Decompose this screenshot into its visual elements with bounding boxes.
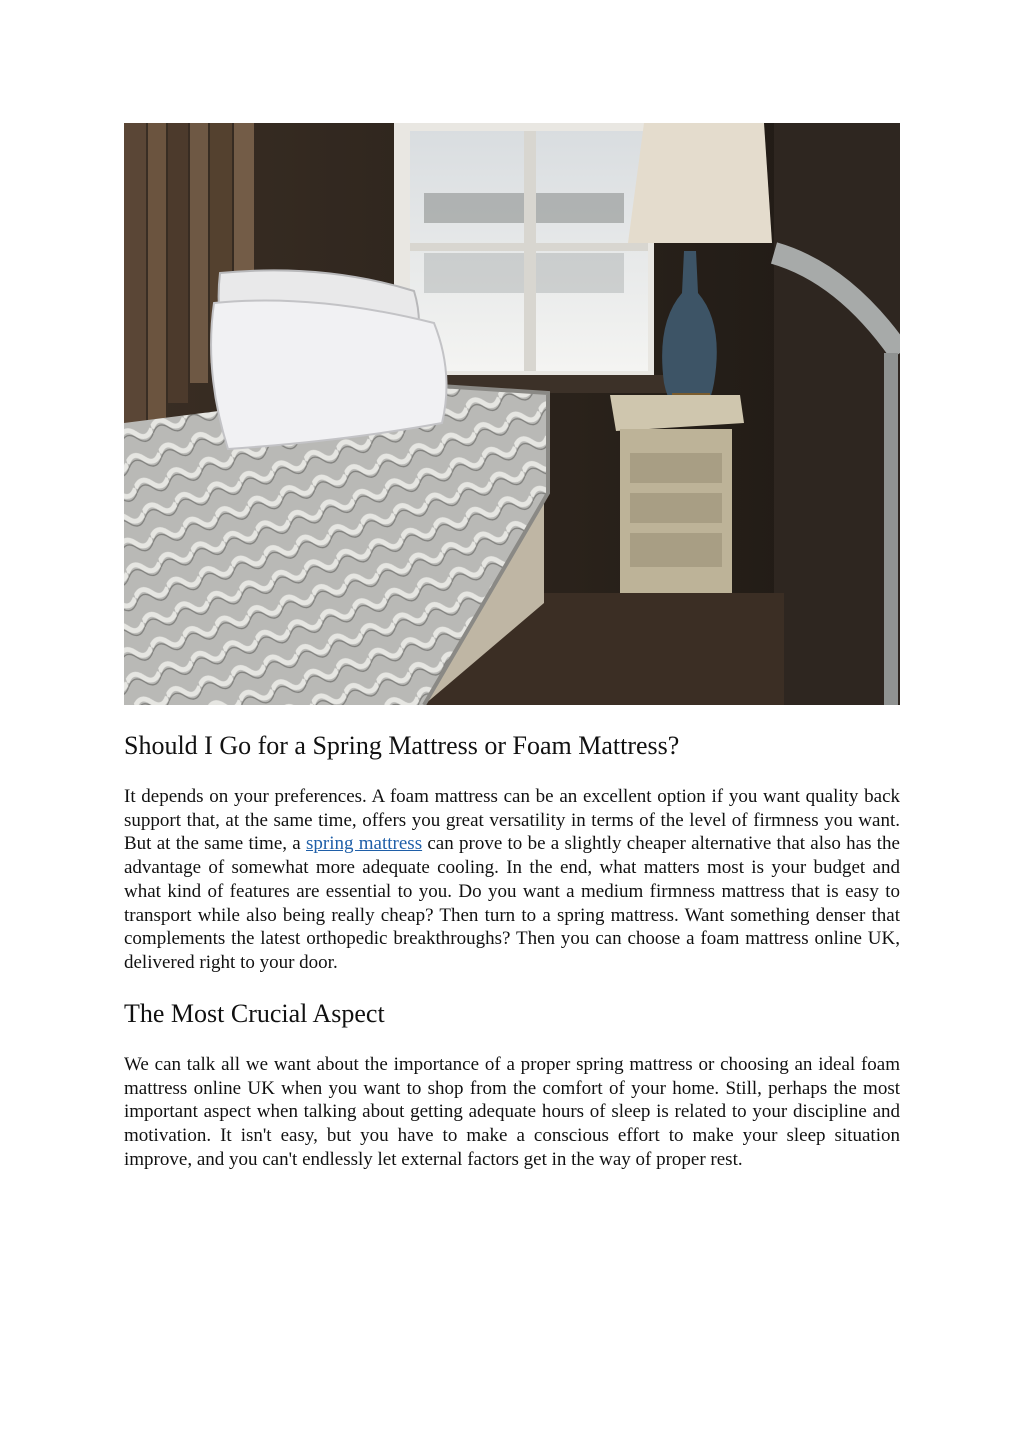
mattress-photo — [124, 123, 900, 705]
section-paragraph-discipline: We can talk all we want about the importance of a proper spring mattress or choosing an ideal foam mattress online UK when you want to shop from the comfort of your home. Still, perhaps the most important aspect when talking about getting adequate hours of sleep is related to your discipline and motivation. It isn't easy, but you have to make a conscious effort to make your sleep situation improve, and you can't endlessly let external factors get in the way of proper rest. — [124, 1054, 900, 1170]
paragraph-text-before-link: It depends on your preferences. A foam mattress can be an excellent option if you want quality back support that, at the same time, offers you great versatility in terms of the level of firmness you want. But at the same time, a — [124, 786, 900, 855]
section-heading-spring-vs-foam: Should I Go for a Spring Mattress or Foam Mattress? — [124, 731, 680, 760]
spring-mattress-link[interactable]: spring mattress — [306, 833, 423, 855]
paragraph-text-after-link: can prove to be a slightly cheaper alternative that also has the advantage of somewhat more adequate cooling. In the end, what matters most is your budget and what kind of features are essential to you. Do you want a medium firmness mattress that is easy to transport while also being really cheap? Then turn to a spring mattress. Want something denser that complements the latest orthopedic breakthroughs? Then you can choose a foam mattress online UK, delivered right to your door. — [124, 833, 900, 973]
mattress-photo-illustration — [124, 123, 900, 705]
section-paragraph-preferences — [124, 785, 900, 975]
section-heading-crucial-aspect: The Most Crucial Aspect — [124, 999, 385, 1028]
